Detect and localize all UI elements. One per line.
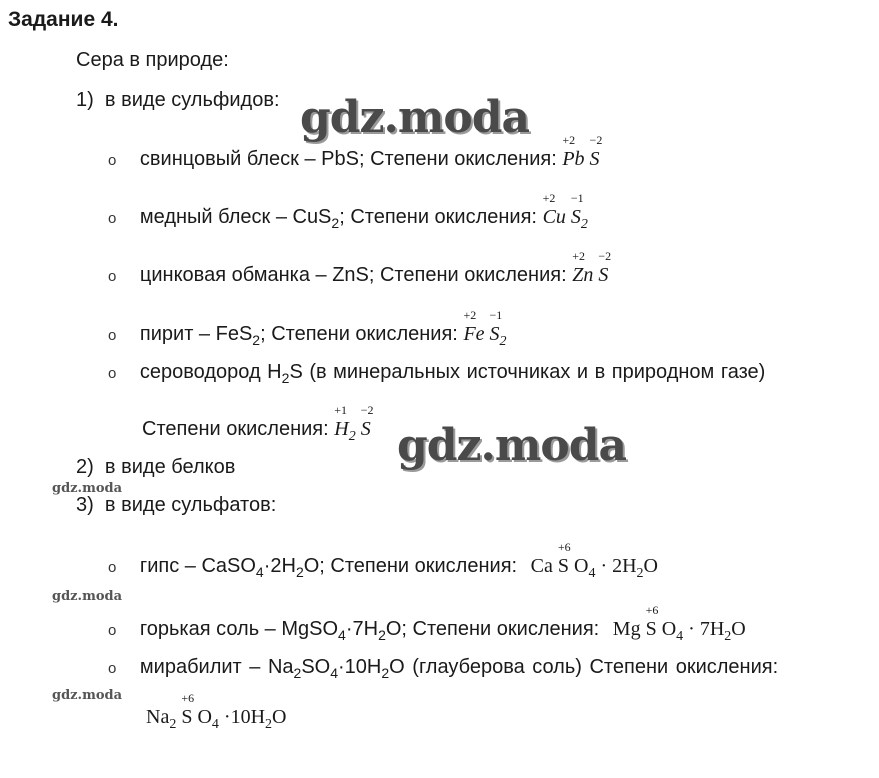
section-3-label: в виде сульфатов: xyxy=(104,494,277,516)
formula-element: −1 $S_2$ xyxy=(489,308,507,349)
watermark-logo: gdz.moda xyxy=(397,420,627,471)
watermark-logo: gdz.moda xyxy=(300,92,530,143)
formula-element: +2 Fe xyxy=(463,308,485,345)
watermark-logo: gdz.moda xyxy=(52,481,123,496)
list-item-zns xyxy=(108,249,612,287)
list-item-cus2 xyxy=(108,191,588,233)
list-item-mirabilite xyxy=(108,656,778,681)
task-title: Задание 4. xyxy=(8,8,119,31)
list-item-pbs xyxy=(108,133,603,171)
formula-element: −2 S xyxy=(360,403,374,440)
oxidation-formula: Mg +6 S $O_4 \cdot 7H_2O$ xyxy=(612,603,746,644)
section-2-label: в виде белков xyxy=(104,456,236,478)
bullet-icon: o xyxy=(108,210,117,227)
formula-element: −2 S xyxy=(598,249,612,286)
section-1 xyxy=(76,89,280,112)
section-2 xyxy=(76,456,235,479)
bullet-icon: o xyxy=(108,660,117,677)
formula-element: +2 Pb xyxy=(562,133,585,170)
oxidation-formula xyxy=(334,403,374,445)
item-text: пирит – FeS$_2$; Степени окисления: xyxy=(139,323,458,348)
section-1-number: 1) xyxy=(76,89,94,111)
bullet-icon: o xyxy=(108,327,117,344)
bullet-icon: o xyxy=(108,152,117,169)
item-text: медный блеск – CuS$_2$; Степени окисления: xyxy=(139,206,537,231)
formula-element: +2 Zn xyxy=(572,249,594,286)
item-text: горькая соль – $MgSO_4\cdot 7H_2O$; Степени окисления: xyxy=(139,618,600,643)
oxidation-formula xyxy=(542,191,588,233)
formula-element: −1 $S_2$ xyxy=(570,191,588,232)
bullet-icon: o xyxy=(108,365,117,382)
h2s-oxidation-line xyxy=(142,403,374,445)
section-2-number: 2) xyxy=(76,456,94,478)
watermark-logo: gdz.moda xyxy=(52,688,123,703)
oxidation-formula xyxy=(562,133,603,171)
list-item-h2s xyxy=(108,361,765,386)
item-text: свинцовый блеск – PbS; Степени окисления: xyxy=(139,148,557,170)
section-3 xyxy=(76,494,276,517)
list-item-fes2 xyxy=(108,308,507,350)
watermark-logo: gdz.moda xyxy=(52,589,123,604)
list-item-epsom-salt xyxy=(108,603,746,645)
formula-element: +1 $H_2$ xyxy=(334,403,356,444)
bullet-icon: o xyxy=(108,622,117,639)
section-1-label: в виде сульфидов: xyxy=(104,89,280,111)
list-item-gypsum xyxy=(108,540,658,582)
oxidation-formula xyxy=(572,249,612,287)
formula-element: −2 S xyxy=(589,133,603,170)
item-text: цинковая обманка – ZnS; Степени окисления: xyxy=(139,264,567,286)
item-text: гипс – $CaSO_4\cdot 2H_2O$; Степени окисления: xyxy=(139,555,518,580)
item-text: Степени окисления: xyxy=(142,418,329,440)
item-text: сероводород $H_2S$ (в минеральных источниках и в природном газе) xyxy=(139,361,766,386)
formula-element: +2 Cu xyxy=(542,191,566,228)
intro-text: Сера в природе: xyxy=(76,49,229,71)
bullet-icon: o xyxy=(108,559,117,576)
section-3-number: 3) xyxy=(76,494,94,516)
oxidation-formula xyxy=(463,308,507,350)
bullet-icon: o xyxy=(108,268,117,285)
oxidation-formula: Ca +6 S $O_4 \cdot 2H_2O$ xyxy=(530,540,658,581)
item-text: мирабилит – $Na_2SO_4\cdot 10H_2O$ (глауберова соль) Степени окисления: xyxy=(139,656,779,681)
mirabilite-oxidation-formula: $Na_2$ +6 S $O_4 \cdot 10H_2O$ xyxy=(146,691,287,732)
